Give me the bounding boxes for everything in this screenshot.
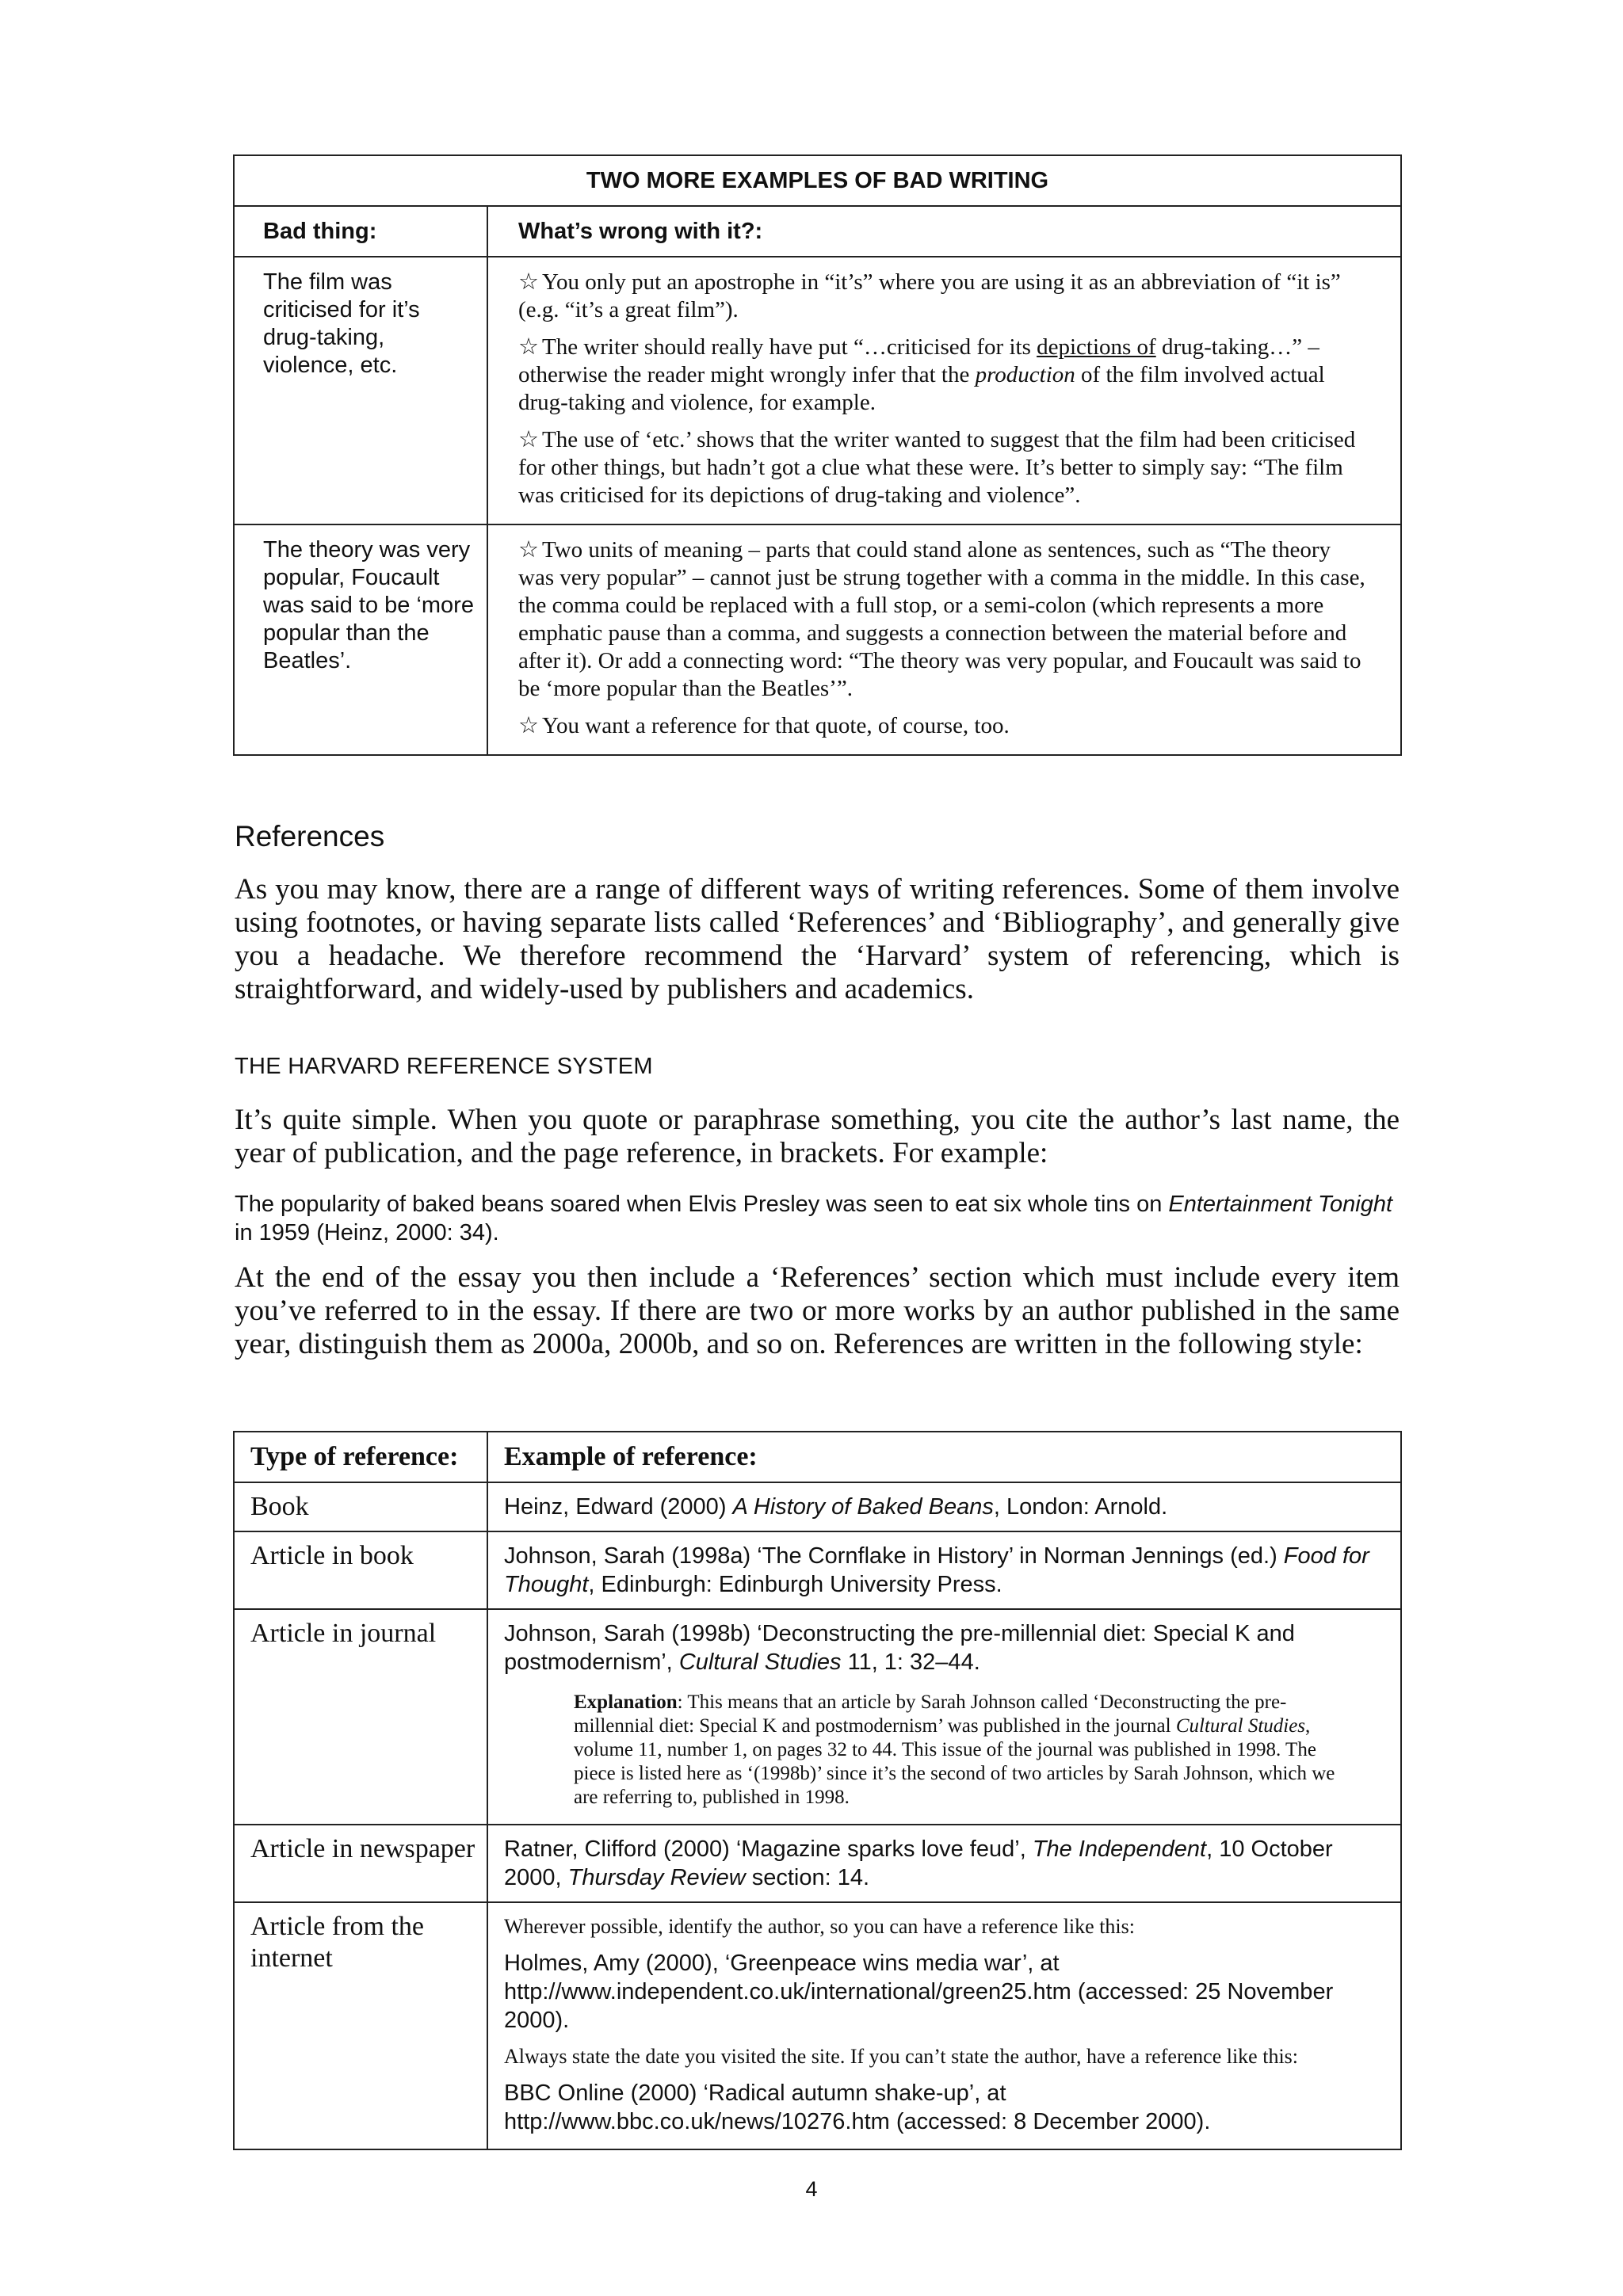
internet-reference: BBC Online (2000) ‘Radical autumn shake-up’, at http://www.bbc.co.uk/news/10276.htm (accessed: 8 December 2000). [504, 2081, 1211, 2134]
star-icon: ☆ [518, 334, 539, 360]
table-title: TWO MORE EXAMPLES OF BAD WRITING [234, 155, 1401, 206]
explanation-point: ☆ The use of ‘etc.’ shows that the writer wanted to suggest that the film had been criticised for other things, but hadn’t got a clue what these were. It’s better to simply say: “The film was criticised for its depictions of drug-taking and violence”. [518, 427, 1356, 508]
internet-note: Always state the date you visited the site. If you can’t state the author, have a reference like this: [504, 2045, 1299, 2068]
column-header-type: Type of reference: [234, 1432, 487, 1482]
example-cell [487, 1609, 1401, 1825]
type-cell: Book [234, 1482, 487, 1531]
references-end-text: At the end of the essay you then include a ‘References’ section which must include every item you’ve referred to in the essay. If there are two or more works by an author published in the same year, distinguish them as 2000a, 2000b, and so on. References are written in the following style: [235, 1261, 1400, 1360]
type-cell: Article in book [234, 1531, 487, 1609]
explanation-point: ☆ You only put an apostrophe in “it’s” where you are using it as an abbreviation of “it is” (e.g. “it’s a great film”). [518, 269, 1341, 322]
star-icon: ☆ [518, 537, 539, 563]
table-row [234, 1825, 1401, 1902]
bad-example-cell: The film was criticised for it’s drug-taking, violence, etc. [234, 257, 487, 524]
underlined-phrase: depictions of [1037, 334, 1156, 360]
table-row [234, 1902, 1401, 2149]
table-row [234, 1531, 1401, 1609]
table-row [234, 1482, 1401, 1531]
example-cell [487, 1902, 1401, 2149]
star-icon: ☆ [518, 427, 539, 452]
explanation-cell [487, 257, 1401, 524]
explanation-point: ☆ Two units of meaning – parts that could stand alone as sentences, such as “The theory was very popular” – cannot just be strung together with a comma in the middle. In this case, the comma could be replaced with a full stop, or a semi-colon (which represents a more emphatic pause than a comma, and suggests a connection between the material before and after it). Or add a connecting word: “The theory was very popular, and Foucault was said to be ‘more popular than the Beatles’”. [518, 537, 1365, 701]
column-header-bad-thing: Bad thing: [234, 206, 487, 257]
page-number: 4 [805, 2177, 818, 2201]
references-intro: As you may know, there are a range of different ways of writing references. Some of them involve using footnotes, or having separate lists called ‘References’ and ‘Bibliography’, and generally give you a headache. We therefore recommend the ‘Harvard’ system of referencing, which is straightforward, and widely-used by publishers and academics. [235, 873, 1400, 1005]
type-cell: Article in newspaper [234, 1825, 487, 1902]
harvard-heading: THE HARVARD REFERENCE SYSTEM [235, 1054, 653, 1079]
bad-writing-table [233, 154, 1402, 756]
column-header-example: Example of reference: [487, 1432, 1401, 1482]
harvard-text: It’s quite simple. When you quote or paraphrase something, you cite the author’s last name, the year of publication, and the page reference, in brackets. For example: [235, 1104, 1400, 1169]
explanation-note: Explanation: This means that an article by Sarah Johnson called ‘Deconstructing the pre-millennial diet: Special K and postmodernism’ was published in the journal Cultural Studies, volume 11, number 1, on pages 32 to 44. This issue of the journal was published in 1998. The piece is listed here as ‘(1998b)’ since it’s the second of two articles by Sarah Johnson, which we are referring to, published in 1998. [574, 1691, 1335, 1808]
journal-reference: Johnson, Sarah (1998b) ‘Deconstructing the pre-millennial diet: Special K and postmodernism’, Cultural Studies 11, 1: 32–44. [504, 1621, 1295, 1675]
column-header-whats-wrong: What’s wrong with it?: [487, 206, 1401, 257]
reference-style-table [233, 1431, 1402, 2150]
table-row [234, 257, 1401, 524]
type-cell: Article in journal [234, 1609, 487, 1825]
bad-example-cell: The theory was very popular, Foucault was said to be ‘more popular than the Beatles’. [234, 524, 487, 755]
example-cell: Ratner, Clifford (2000) ‘Magazine sparks love feud’, The Independent, 10 October 2000, Thursday Review section: 14. [487, 1825, 1401, 1902]
example-citation: The popularity of baked beans soared when Elvis Presley was seen to eat six whole tins on Entertainment Tonight in 1959 (Heinz, 2000: 34). [235, 1192, 1393, 1245]
explanation-cell [487, 524, 1401, 755]
example-cell: Johnson, Sarah (1998a) ‘The Cornflake in History’ in Norman Jennings (ed.) Food for Thought, Edinburgh: Edinburgh University Press. [487, 1531, 1401, 1609]
internet-reference: Holmes, Amy (2000), ‘Greenpeace wins media war’, at http://www.independent.co.uk/international/green25.htm (accessed: 25 November 2000). [504, 1951, 1334, 2033]
example-cell: Heinz, Edward (2000) A History of Baked Beans, London: Arnold. [487, 1482, 1401, 1531]
explanation-point: ☆ You want a reference for that quote, of course, too. [518, 713, 1010, 738]
italic-word: production [975, 362, 1075, 387]
type-cell: Article from the internet [234, 1902, 487, 2149]
references-heading: References [235, 820, 385, 852]
star-icon: ☆ [518, 713, 539, 738]
table-row [234, 524, 1401, 755]
star-icon: ☆ [518, 269, 539, 295]
internet-note: Wherever possible, identify the author, so you can have a reference like this: [504, 1915, 1135, 1938]
table-row [234, 1609, 1401, 1825]
explanation-point: ☆ The writer should really have put “…criticised for its depictions of drug-taking…” – otherwise the reader might wrongly infer that the production of the film involved actual drug-taking and violence, for example. [518, 334, 1325, 415]
